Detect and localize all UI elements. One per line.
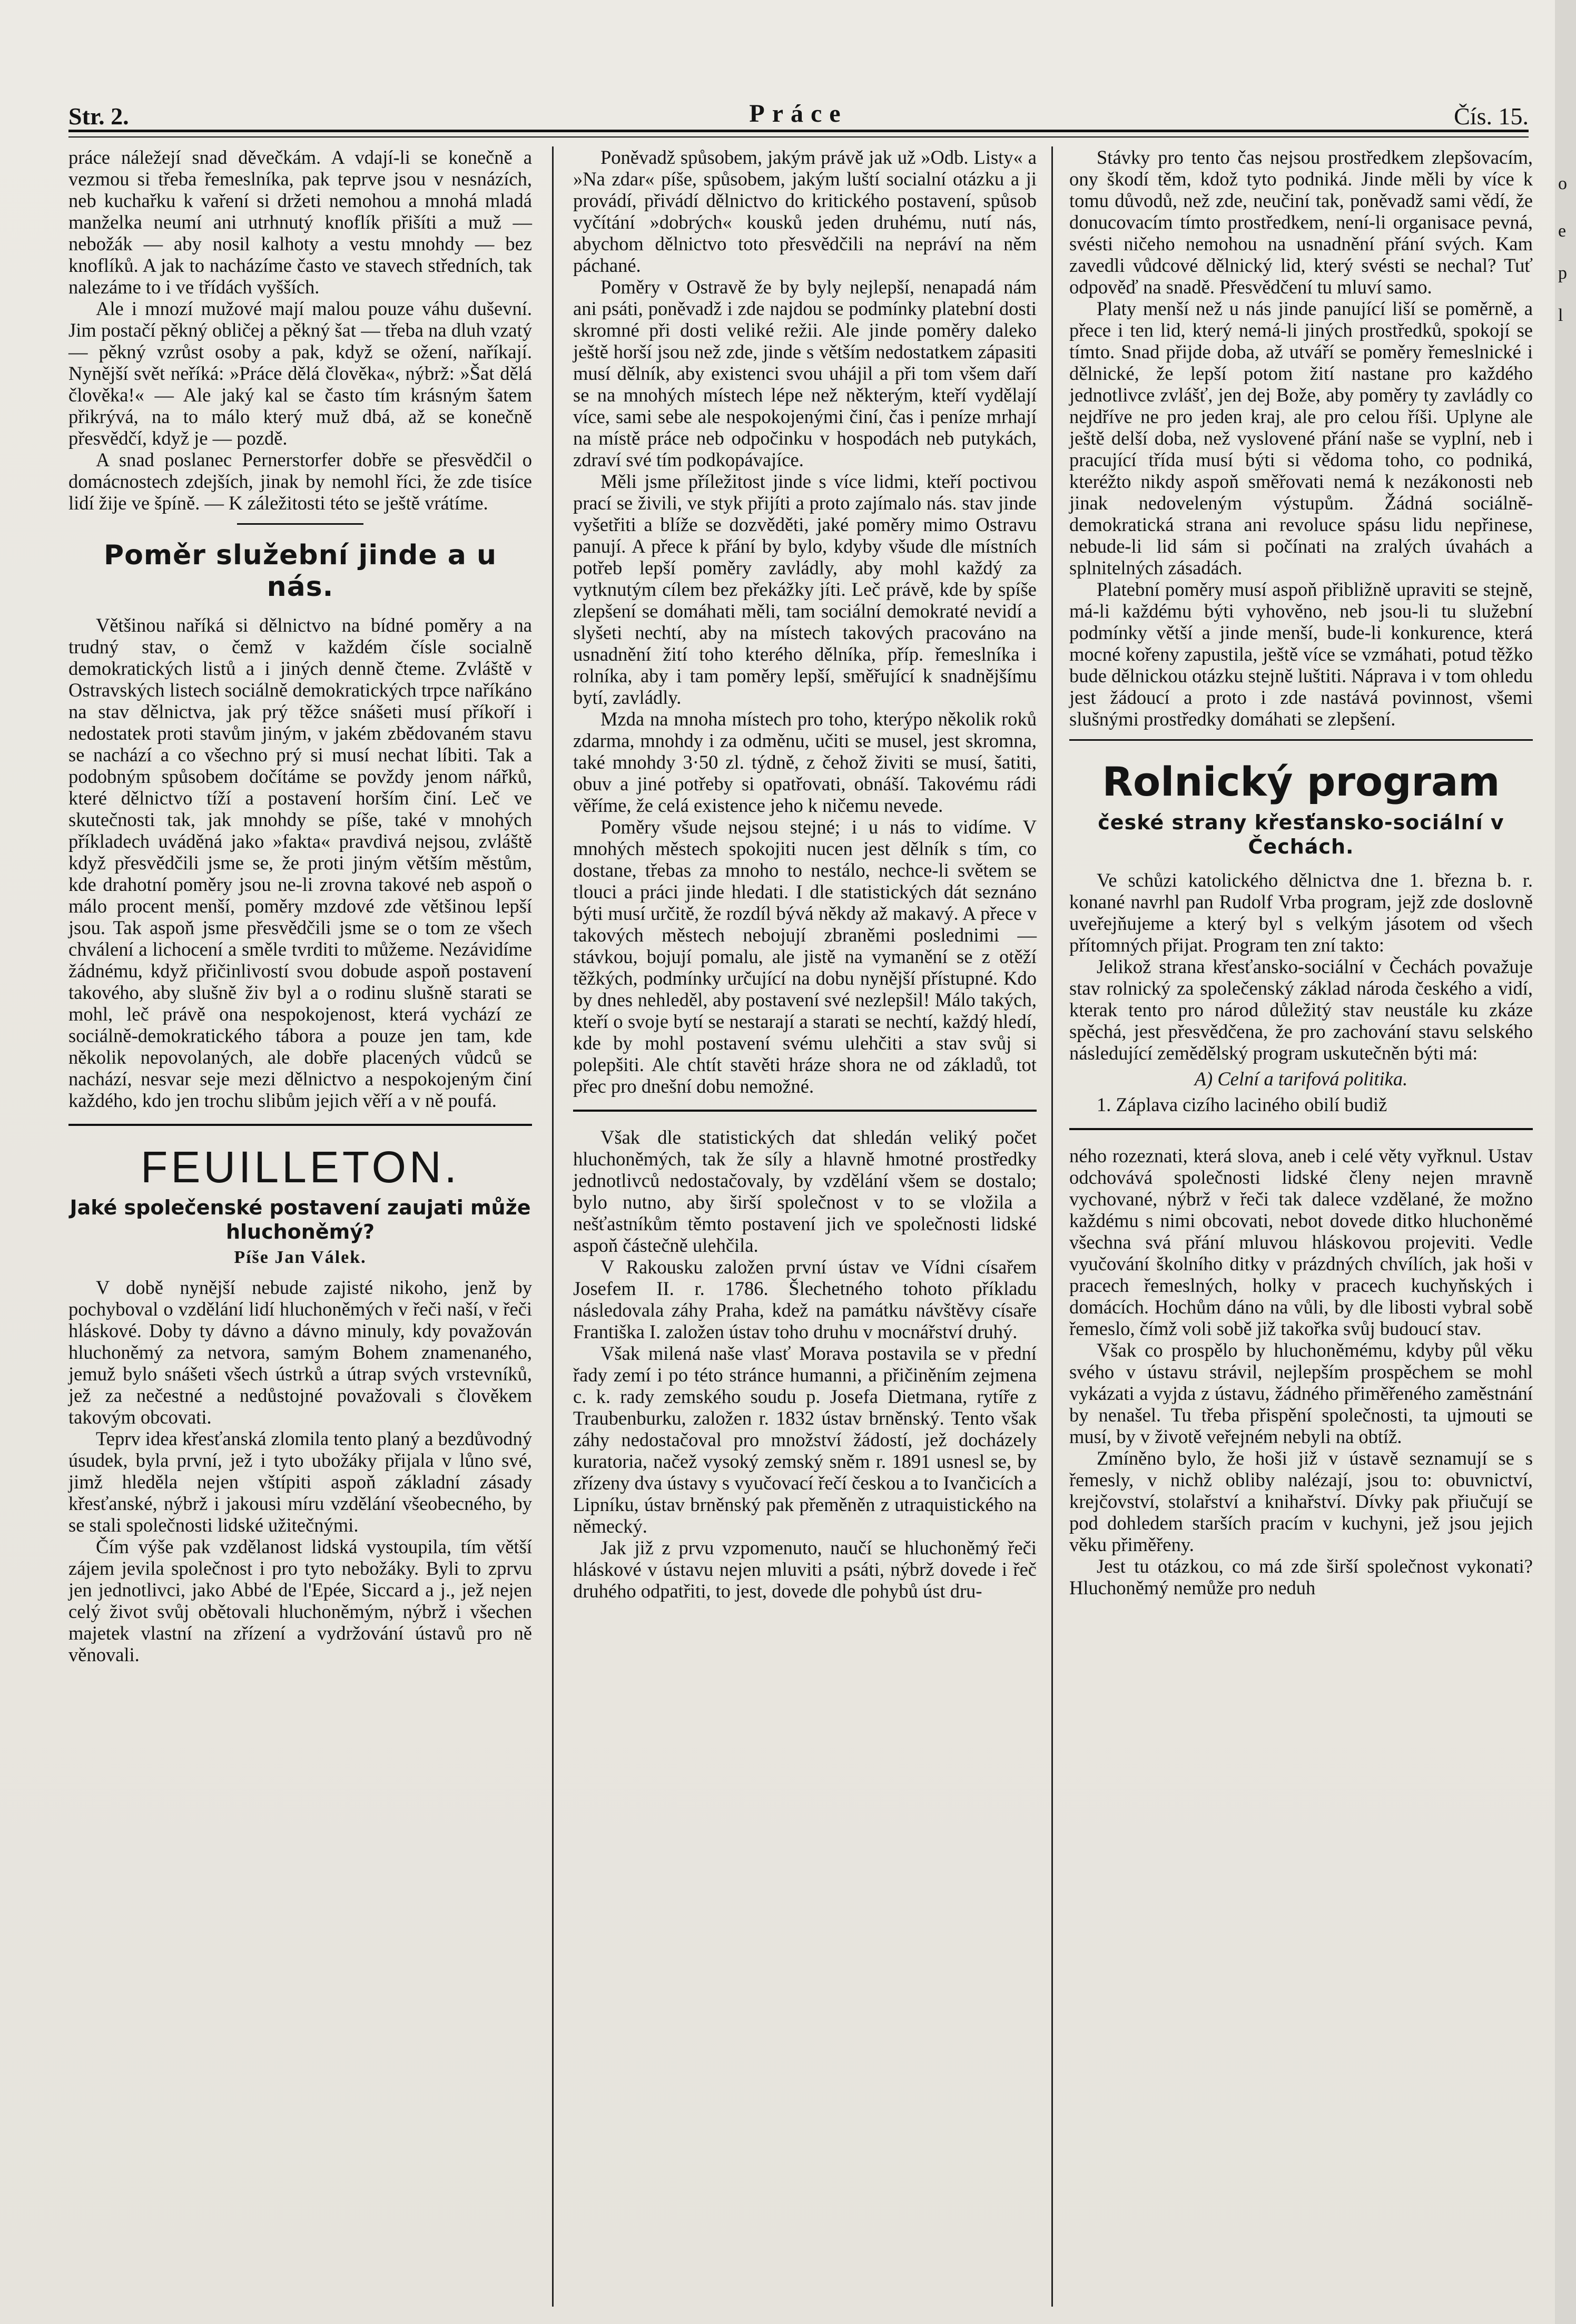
- feuilleton-heading: FEUILLETON.: [141, 1142, 460, 1192]
- adjacent-page-edge: [1555, 0, 1576, 2324]
- paragraph: A snad poslanec Pernerstorfer dobře se přesvědčil o domácnostech zdejších, jinak by nemohl říci, že zde tisíce lidí žije ve špíně. — K záležitosti této se ještě vrátíme.: [68, 449, 532, 514]
- edge-letter: e: [1558, 221, 1567, 241]
- feuilleton-rule: [68, 1124, 532, 1126]
- feuilleton-rule: [573, 1110, 1037, 1112]
- feuilleton-author: Píše Jan Válek.: [234, 1248, 367, 1267]
- paragraph: Jest tu otázkou, co má zde širší společnost vykonati? Hluchoněmý nemůže pro neduh: [1069, 1555, 1533, 1599]
- feuilleton-subheading: Jaké společenské postavení zaujati může hluchoněmý?: [70, 1196, 531, 1243]
- paragraph: Poměry všude nejsou stejné; i u nás to vidíme. V mnohých městech spokojiti nucen jest dělník s tím, co dostane, třebas za mnoho to nestálo, nechce-li světem se tlouci a práci jinde hledati. I dle statistických dát seznáno býti musí určitě, že rozdíl bývá někdy až makavý. A přece v takových městech nebojují zbraněmi poslednimi — stávkou, bojují pomalu, ale jistě na vymanění se z otěží těžkých, podmínky určující na dobu nynější přístupné. Kdo by dnes nehleděl, aby postavení své nezlepšil! Málo takých, kteří o svoje bytí se nestarají a starati se nechtí, každý hledí, kde by mohl postavení svému ulehčiti a stav svůj si polepšiti. Ale chtít stavěti hráze shora ne od základů, tot přec pro dnešní dobu nemožné.: [573, 816, 1037, 1097]
- paragraph: Platební poměry musí aspoň přibližně upraviti se stejně, má-li každému býti vyhověno, neb jsou-li tu služební podmínky větší a jinde menší, bude-li konkurence, která mocné kořeny zapustila, ještě více se vzmáhati, potud těžko bude dělnickou otázku stejně luštiti. Náprava i v tom ohledu jest žádoucí a proto i zde nastává povinnost, všemi slušnými prostředky domáhati se zlepšení.: [1069, 578, 1533, 730]
- paragraph: Však co prospělo by hluchoněmému, kdyby půl věku svého v ústavu strávil, nejlepším prospěchem se mohl vykázati a vyjda z ústavu, žádného přiměřeného zaměstnání by nenašel. Tu třeba přispění společnosti, ta ujmouti se musí, by v životě veřejném nebyli na obtíž.: [1069, 1339, 1533, 1447]
- paragraph: V Rakousku založen první ústav ve Vídni císařem Josefem II. r. 1786. Šlechetného tohoto příkladu následovala záhy Praha, kdež na památku návštěvy císaře Františka I. založen ústav toho druhu v mocnářství druhý.: [573, 1256, 1037, 1342]
- paragraph: Však dle statistických dat shledán veliký počet hluchoněmých, tak že síly a hlavně hmotné prostředky jednotlivců nedostačovaly, by vzdělání všem se dostalo; bylo nutno, aby širší společnost v to se vložila a nešťastníkům těmto postavení jich ve společnosti lidské aspoň částečně ulehčila.: [573, 1126, 1037, 1256]
- paragraph: ného rozeznati, která slova, aneb i celé věty vyřknul. Ustav odchovává společnosti lidské členy nejen mravně vychované, nýbrž v řeči tak dalece vzdělané, že možno každému s nimi obcovati, nebot dovede ditko hluchoněmé všechna svá přání mluvou hláskovou projeviti. Vedle vyučování školního ditky v prázdných chvílích, jak hoši v pracech řemeslných, holky v pracech kuchyňských i domácích. Hochům dáno na vůli, by dle libosti vybral sobě řemeslo, čímž voli sobě již takořka svůj budoucí stav.: [1069, 1145, 1533, 1339]
- short-rule: [237, 523, 363, 525]
- paragraph: Měli jsme příležitost jinde s více lidmi, kteří poctivou prací se živili, ve styk přijíti a proto zajímalo nás. stav jinde vyšetřiti a blíže se dozvěděti, jaké poměry mimo Ostravu panují. A přece k přání by bylo, kdyby všude dle místních potřeb lepší poměry zavládly, aby mohl každý za vytknutým cílem bez překážky jíti. Leč právě, kde by spíše zlepšení se domáhati měli, tam sociální demokraté nevidí a slyšeti nechtí, aby na místech takových pracováno na usnadnění žití toho kterého dělníka, příp. řemeslníka i rolníka, aby i tam poměry lepší, směřující k snadnějšímu bytí, zavládly.: [573, 470, 1037, 708]
- feuilleton-rule: [1069, 1128, 1533, 1130]
- paragraph: Ale i mnozí mužové mají malou pouze váhu duševní. Jim postačí pěkný obličej a pěkný šat — třeba na dluh vzatý — pěkný vzrůst osoby a pak, když se ožení, naříkají. Nynější svět neříká: »Práce dělá člověka«, nýbrž: »Šat dělá člověka!« — Ale jaký kal se často tím krásným šatem přikrývá, na to málo který muž dbá, až se konečně přesvědčí, když je — pozdě.: [68, 298, 532, 449]
- paragraph: Čím výše pak vzdělanost lidská vystoupila, tím větší zájem jevila společnost i pro tyto nebožáky. Byli to zprvu jen jednotlivci, jako Abbé de l'Epée, Siccard a j., jež nejen celý život svůj obětovali hluchoněmým, nýbrž i všechen majetek vlastní na zřízení a vydržování ústavů pro ně věnovali.: [68, 1536, 532, 1665]
- paragraph: Mzda na mnoha místech pro toho, kterýpo několik roků zdarma, mnohdy i za odměnu, učiti se musel, jest skromna, také mnohdy 3·50 zl. týdně, z čehož živiti se musí, šatiti, obuv a jiné potřeby si opatřovati, obnáší. Takovému rádi věříme, že celá existence jeho k ničemu nevede.: [573, 708, 1037, 816]
- section-heading: Poměr služební jinde a u nás.: [103, 540, 497, 603]
- column-divider-2: [1051, 146, 1053, 2307]
- paragraph: Platy menší než u nás jinde panující liší se poměrně, a přece i ten lid, který nemá-li jiných prostředků, spokojí se tímto. Snad přijde doba, až utváří se poměry řemeslnické i dělnické, že lepší potom žití nastane pro každého jednotlivce zvlášť, jen dej Bože, aby poměry ty zavládly co nejdříve ne pro jeden kraj, ale pro celou říši. Uplyne ale ještě delší doba, než vyslovené přání naše se vyplní, neb i pracující třída musí býti si vědoma toho, co podniká, kteréžto nikdy aspoň směřovati nemá k nezákonosti neb jinak nedoveleným výstupům. Žádná sociálně-demokratická strana ani revoluce spásu lidu nepřinese, nebude-li lid sám si počínati na zralých úvahách a splnitelných zásadách.: [1069, 298, 1533, 578]
- newspaper-title: Práce: [749, 100, 848, 128]
- paragraph: Jak již z prvu vzpomenuto, naučí se hluchoněmý řeči hláskové v ústavu nejen mluviti a psáti, nýbrž dovede i řeč druhého odpatřiti, to jest, dovede dle pohybů úst dru-: [573, 1537, 1037, 1602]
- paragraph: Poměry v Ostravě že by byly nejlepší, nenapadá nám ani psáti, poněvadž i zde najdou se podmínky platební dosti skromné při dosti veliké režii. Ale jinde poměry daleko ještě horší jsou než zde, jinde s větším nedostatkem zápasiti musí dělník, aby existenci svou uhájil a při tom všem daří se na mnohých místech lépe než některým, kteří vydělají více, sami sebe ale nespokojenými činí, čas i peníze mrhají na místě práce neb odpočinku v hospodách neb putykách, zdraví své tím podkopávajíce.: [573, 276, 1037, 470]
- column-1: [68, 146, 532, 1665]
- paragraph: Poněvadž spůsobem, jakým právě jak už »Odb. Listy« a »Na zdar« píše, spůsobem, jakým luští socialní otázku a ji provádí, přivádí dělnictvo do kritického postavení, spůsob vyčítání »dobrých« kousků jeden druhému, nutí nás, abychom dělnictvo toto přesvědčili na nepráví na něm páchané.: [573, 146, 1037, 276]
- paragraph: Většinou naříká si dělnictvo na bídné poměry a na trudný stav, o čemž v každém čísle socialně demokratických listů a i jiných denně čteme. Zvláště v Ostravských listech sociálně demokratických trpce naříkáno na stav dělnictva, jak prý těžce snášeti musí příkoří i nedostatek proti stavům jiným, v jakém zbědovaném stavu se nachází a co všechno prý si musí nechat líbiti. Tak a podobným spůsobem dočítáme se povždy jenom nářků, které dělnictvo tíží a postavení horším činí. Leč ve skutečnosti tak, jak mnohdy se píše, také v mnohých příkladech uváděná jako »fakta« pravdivá nejsou, zvláště když přesvědčili jsme se, že proti jiným větším městům, kde drahotní poměry jsou ne-li zrovna takové neb aspoň o málo procent menší, poměry mzdové zde většinou lepší jsou. Tak aspoň jsme přesvědčili jsme se o tom ze všech chválení a lichocení a směle tvrditi to můžeme. Nezávidíme žádnému, když přičinlivostí svou dobude aspoň postavení takového, aby slušně živ byl a o rodinu slušně starati se mohl, leč právě ona nespokojenost, která vychází ze sociálně-demokratického tábora a pouze jen tam, kde několik nepovolaných, ale dobře placených vůdců se nachází, nesvar seje mezi dělnictvo a nespokojeným činí každého, kdo jen trochu slibům jejich věří a v ně poufá.: [68, 614, 532, 1111]
- edge-letter: p: [1558, 263, 1567, 283]
- paragraph: Zmíněno bylo, že hoši již v ústavě seznamují se s řemesly, v nichž obliby nalézají, jsou to: obuvnictví, krejčovství, stolařství a knihařství. Dívky pak přiučují se pod dohledem starších pracím v kuchyni, jež jsou jejich věku přiměřeny.: [1069, 1447, 1533, 1555]
- paragraph: Ve schůzi katolického dělnictva dne 1. března b. r. konané navrhl pan Rudolf Vrba program, jejž zde doslovně uveřejňujeme a který byl s velkým jásotem od všech přítomných přijat. Program ten zní takto:: [1069, 869, 1533, 956]
- edge-letter: l: [1558, 306, 1563, 325]
- paragraph: 1. Záplava cizího laciného obilí budiž: [1097, 1094, 1387, 1115]
- column-divider-1: [552, 146, 554, 2307]
- paragraph: Jelikož strana křesťansko-sociální v Čechách považuje stav rolnický za společenský základ národa českého a vidí, kterak tento pro národ důležitý stav neustále ku zkáze spěchá, jest přesvědčena, že pro zachování stavu selského následující zemědělský program uskutečněn býti má:: [1069, 956, 1533, 1064]
- program-heading: Rolnický program: [1102, 758, 1500, 805]
- paragraph: Teprv idea křesťanská zlomila tento planý a bezdůvodný úsudek, byla první, jež i tyto ubožáky přijala v lůno své, jimž hleděla nejen vštípiti aspoň základní zásady křesťanské, nýbrž i jakousi míru vzdělání všeobecného, by se stali společnosti lidské užitečnými.: [68, 1428, 532, 1536]
- program-subheading: české strany křesťansko-sociální v Čechách.: [1098, 811, 1504, 858]
- paragraph: práce náležejí snad děvečkám. A vdají-li se konečně a vezmou si třeba řemeslníka, pak teprve jsou v nesnázích, neb kuchařku k vaření si držeti nemohou a mnohá mladá manželka neumí ani utrhnutý knoflík přišíti a muž — nebožák — aby nosil kalhoty a vestu mnohdy — bez knoflíků. A jak to nacházíme často ve stavech středních, tak nalezáme to i ve třídách vyšších.: [68, 146, 532, 298]
- column-3: [1069, 146, 1533, 1599]
- paragraph: V době nynější nebude zajisté nikoho, jenž by pochyboval o vzdělání lidí hluchoněmých v řeči naší, v řeči hláskové. Doby ty dávno a dávno minuly, kdy považován hluchoněmý za netvora, samým Bohem znamenaného, jemuž bylo snášeti všech ústrků a útrap svých vrstevníků, jež za nečestné a nedůstojné považovali s člověkem takovým obcovati.: [68, 1277, 532, 1428]
- edge-letter: o: [1558, 174, 1567, 193]
- issue-number: Čís. 15.: [1454, 103, 1529, 130]
- program-subsection: A) Celní a tarifová politika.: [1194, 1068, 1408, 1090]
- section-rule: [1069, 739, 1533, 741]
- paragraph: Však milená naše vlasť Morava postavila se v přední řady zemí i po této stránce humanni, a přičiněním zejmena c. k. rady zemského soudu p. Josefa Dietmana, rytíře z Traubenburku, založen r. 1832 ústav brněnský. Tento však záhy nedostačoval pro množství žádostí, jež docházely kuratoria, načež vysoký zemský sněm r. 1891 usnesl se, by zřízeny dva ústavy s vyučovací řečí českou a to Ivančicích a Lipníku, ústav brněnský pak přeměněn z utraquistického na německý.: [573, 1342, 1037, 1537]
- paragraph: Stávky pro tento čas nejsou prostředkem zlepšovacím, ony škodí těm, kdož tyto podniká. Jinde měli by více k tomu důvodů, než zde, neučiní tak, poněvadž sami vědí, že donucovacím tímto prostředkem, není-li organisace pevná, svésti ničeho nemohou na usnadnění přání svých. Kam zavedli vůdcové dělnický lid, který svésti se nechal? Tuť odpověď na snadě. Přesvědčení tu mluví samo.: [1069, 146, 1533, 298]
- page-number: Str. 2.: [68, 103, 129, 130]
- header-rule: [68, 130, 1529, 138]
- column-2: [573, 146, 1037, 1602]
